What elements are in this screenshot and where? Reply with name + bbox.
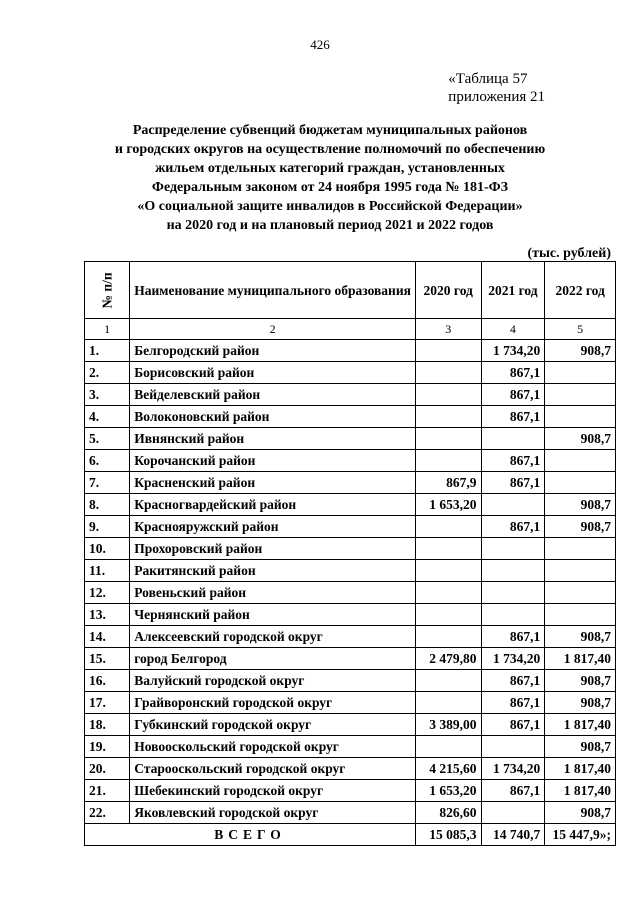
page-number: 426 — [310, 37, 330, 52]
row-number: 16. — [85, 670, 130, 692]
header-2021: 2021 год — [481, 262, 545, 319]
table-row — [85, 494, 616, 516]
row-number: 17. — [85, 692, 130, 714]
table-row — [85, 692, 616, 714]
header-2020: 2020 год — [415, 262, 481, 319]
column-numbers-row — [85, 319, 616, 340]
table-row — [85, 362, 616, 384]
value-2021 — [481, 582, 545, 604]
municipality-name: Краснояружский район — [130, 516, 416, 538]
table-reference-line2: приложения 21 — [448, 89, 545, 105]
value-2021: 867,1 — [481, 516, 545, 538]
value-2020 — [415, 626, 481, 648]
value-2022: 908,7 — [545, 340, 616, 362]
municipality-name: Красненский район — [130, 472, 416, 494]
value-2022: 908,7 — [545, 692, 616, 714]
value-2021: 867,1 — [481, 780, 545, 802]
row-number: 11. — [85, 560, 130, 582]
municipality-name: город Белгород — [130, 648, 416, 670]
row-number: 6. — [85, 450, 130, 472]
municipality-name: Старооскольский городской округ — [130, 758, 416, 780]
value-2020 — [415, 538, 481, 560]
municipality-name: Белгородский район — [130, 340, 416, 362]
value-2022 — [545, 472, 616, 494]
value-2020: 3 389,00 — [415, 714, 481, 736]
row-number: 9. — [85, 516, 130, 538]
value-2021 — [481, 604, 545, 626]
column-number: 2 — [130, 319, 416, 340]
value-2020 — [415, 340, 481, 362]
table-row — [85, 406, 616, 428]
municipality-name: Красногвардейский район — [130, 494, 416, 516]
municipality-name: Валуйский городской округ — [130, 670, 416, 692]
column-number: 1 — [85, 319, 130, 340]
row-number: 19. — [85, 736, 130, 758]
value-2021: 867,1 — [481, 670, 545, 692]
title-line: Распределение субвенций бюджетам муниципальных районов — [132, 123, 528, 138]
value-2020 — [415, 428, 481, 450]
value-2021 — [481, 802, 545, 824]
table-row — [85, 648, 616, 670]
value-2021: 867,1 — [481, 362, 545, 384]
column-number: 3 — [415, 319, 481, 340]
value-2020 — [415, 406, 481, 428]
row-number: 22. — [85, 802, 130, 824]
municipality-name: Ивнянский район — [130, 428, 416, 450]
value-2022 — [545, 362, 616, 384]
row-number: 18. — [85, 714, 130, 736]
table-row — [85, 736, 616, 758]
value-2022: 908,7 — [545, 670, 616, 692]
value-2021: 1 734,20 — [481, 648, 545, 670]
municipality-name: Волоконовский район — [130, 406, 416, 428]
column-number: 5 — [545, 319, 616, 340]
table-body — [85, 340, 616, 824]
row-number: 5. — [85, 428, 130, 450]
value-2022 — [545, 450, 616, 472]
table-row — [85, 758, 616, 780]
table-row — [85, 450, 616, 472]
subsidy-table — [84, 261, 616, 846]
header-name: Наименование муниципального образования — [130, 262, 416, 319]
header-number: № п/п — [85, 262, 130, 319]
value-2022: 1 817,40 — [545, 758, 616, 780]
municipality-name: Алексеевский городской округ — [130, 626, 416, 648]
value-2021 — [481, 736, 545, 758]
value-2020 — [415, 692, 481, 714]
row-number: 21. — [85, 780, 130, 802]
value-2020 — [415, 516, 481, 538]
value-2020 — [415, 582, 481, 604]
value-2022 — [545, 384, 616, 406]
value-2020: 4 215,60 — [415, 758, 481, 780]
value-2020 — [415, 384, 481, 406]
row-number: 4. — [85, 406, 130, 428]
municipality-name: Грайворонский городской округ — [130, 692, 416, 714]
value-2022: 908,7 — [545, 428, 616, 450]
total-2020: 15 085,3 — [415, 824, 481, 846]
table-reference — [448, 70, 545, 106]
table-row — [85, 472, 616, 494]
column-number: 4 — [481, 319, 545, 340]
value-2022 — [545, 582, 616, 604]
municipality-name: Корочанский район — [130, 450, 416, 472]
document-title — [0, 121, 640, 235]
value-2022: 908,7 — [545, 516, 616, 538]
table-row — [85, 538, 616, 560]
value-2020: 867,9 — [415, 472, 481, 494]
total-2022: 15 447,9»; — [545, 824, 616, 846]
table-row — [85, 670, 616, 692]
title-line: Федеральным законом от 24 ноября 1995 года № 181-ФЗ — [151, 180, 509, 195]
table-row — [85, 582, 616, 604]
table-header-row — [85, 262, 616, 319]
municipality-name: Яковлевский городской округ — [130, 802, 416, 824]
title-line: «О социальной защите инвалидов в Российской Федерации» — [137, 199, 523, 214]
row-number: 3. — [85, 384, 130, 406]
table-row — [85, 780, 616, 802]
value-2020: 1 653,20 — [415, 780, 481, 802]
table-row — [85, 384, 616, 406]
value-2022: 908,7 — [545, 736, 616, 758]
table-reference-line1: «Таблица 57 — [448, 71, 528, 87]
value-2022: 908,7 — [545, 802, 616, 824]
municipality-name: Губкинский городской округ — [130, 714, 416, 736]
municipality-name: Ракитянский район — [130, 560, 416, 582]
value-2021: 867,1 — [481, 626, 545, 648]
table-row — [85, 626, 616, 648]
municipality-name: Чернянский район — [130, 604, 416, 626]
value-2021: 867,1 — [481, 472, 545, 494]
value-2022: 1 817,40 — [545, 780, 616, 802]
unit-label: (тыс. рублей) — [527, 246, 611, 261]
value-2020: 2 479,80 — [415, 648, 481, 670]
row-number: 1. — [85, 340, 130, 362]
value-2021: 867,1 — [481, 692, 545, 714]
total-row — [85, 824, 616, 846]
table-row — [85, 802, 616, 824]
value-2021: 867,1 — [481, 406, 545, 428]
row-number: 13. — [85, 604, 130, 626]
value-2021 — [481, 538, 545, 560]
header-2022: 2022 год — [545, 262, 616, 319]
value-2022 — [545, 560, 616, 582]
value-2021 — [481, 494, 545, 516]
municipality-name: Новооскольский городской округ — [130, 736, 416, 758]
title-line: на 2020 год и на плановый период 2021 и 2022 годов — [166, 218, 494, 233]
value-2022: 1 817,40 — [545, 714, 616, 736]
title-line: жильем отдельных категорий граждан, установленных — [155, 161, 505, 176]
value-2020 — [415, 670, 481, 692]
row-number: 2. — [85, 362, 130, 384]
row-number: 14. — [85, 626, 130, 648]
row-number: 15. — [85, 648, 130, 670]
value-2020: 826,60 — [415, 802, 481, 824]
table-row — [85, 428, 616, 450]
value-2021: 867,1 — [481, 714, 545, 736]
value-2020 — [415, 450, 481, 472]
value-2021: 1 734,20 — [481, 758, 545, 780]
table-row — [85, 714, 616, 736]
table-row — [85, 560, 616, 582]
row-number: 20. — [85, 758, 130, 780]
value-2020: 1 653,20 — [415, 494, 481, 516]
value-2022 — [545, 604, 616, 626]
municipality-name: Шебекинский городской округ — [130, 780, 416, 802]
value-2021: 867,1 — [481, 450, 545, 472]
municipality-name: Вейделевский район — [130, 384, 416, 406]
row-number: 8. — [85, 494, 130, 516]
row-number: 7. — [85, 472, 130, 494]
value-2020 — [415, 604, 481, 626]
row-number: 10. — [85, 538, 130, 560]
table-row — [85, 604, 616, 626]
value-2021: 867,1 — [481, 384, 545, 406]
value-2022 — [545, 406, 616, 428]
municipality-name: Ровеньский район — [130, 582, 416, 604]
value-2020 — [415, 560, 481, 582]
value-2022: 1 817,40 — [545, 648, 616, 670]
total-2021: 14 740,7 — [481, 824, 545, 846]
value-2021 — [481, 560, 545, 582]
value-2020 — [415, 736, 481, 758]
table-row — [85, 340, 616, 362]
row-number: 12. — [85, 582, 130, 604]
table-row — [85, 516, 616, 538]
title-line: и городских округов на осуществление полномочий по обеспечению — [114, 142, 546, 157]
value-2021 — [481, 428, 545, 450]
municipality-name: Прохоровский район — [130, 538, 416, 560]
value-2022: 908,7 — [545, 494, 616, 516]
municipality-name: Борисовский район — [130, 362, 416, 384]
value-2022 — [545, 538, 616, 560]
value-2021: 1 734,20 — [481, 340, 545, 362]
value-2022: 908,7 — [545, 626, 616, 648]
value-2020 — [415, 362, 481, 384]
total-label: ВСЕГО — [85, 824, 416, 846]
